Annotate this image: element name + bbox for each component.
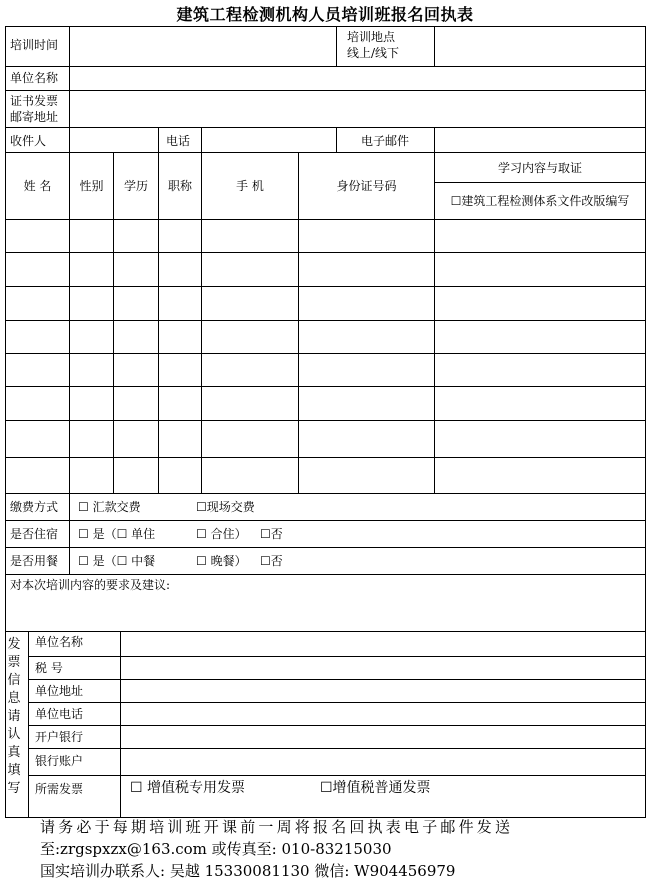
suggestion-label: 对本次培训内容的要求及建议:	[10, 578, 171, 592]
invoice-account-label: 银行账户	[35, 754, 84, 768]
column-name: 姓 名	[23, 179, 52, 193]
training-time-label: 培训时间	[10, 38, 59, 52]
table-row[interactable]	[6, 220, 645, 252]
table-row[interactable]	[6, 458, 645, 493]
meal-label: 是否用餐	[10, 554, 59, 568]
training-mode-label: 线上/线下	[347, 46, 400, 60]
lodging-no-checkbox[interactable]: ☐否	[260, 527, 283, 541]
invoice-type-label: 所需发票	[35, 782, 84, 796]
email-field[interactable]	[437, 129, 644, 151]
payment-onsite-checkbox[interactable]: ☐现场交费	[196, 500, 255, 514]
meal-no-checkbox[interactable]: ☐否	[260, 554, 283, 568]
invoice-unit-phone-label: 单位电话	[35, 707, 84, 721]
recipient-field[interactable]	[72, 129, 157, 151]
invoice-account-field[interactable]	[122, 750, 644, 775]
invoice-unit-name-field[interactable]	[122, 633, 644, 655]
invoice-tax-no-field[interactable]	[122, 658, 644, 679]
invoice-bank-field[interactable]	[122, 727, 644, 748]
invoice-unit-address-field[interactable]	[122, 681, 644, 702]
study-option-checkbox[interactable]: ☐建筑工程检测体系文件改版编写	[450, 194, 630, 208]
invoice-unit-name-label: 单位名称	[35, 635, 84, 649]
table-row[interactable]	[6, 253, 645, 286]
column-study-content: 学习内容与取证	[497, 161, 582, 175]
suggestion-field[interactable]	[6, 594, 645, 631]
meal-lunch-checkbox[interactable]: ☐ 是（☐ 中餐	[78, 554, 156, 568]
training-place-label: 培训地点	[347, 30, 396, 44]
meal-dinner-checkbox[interactable]: ☐ 晚餐）	[196, 554, 247, 568]
column-mobile: 手 机	[236, 179, 264, 193]
email-label: 电子邮件	[361, 134, 410, 148]
phone-field[interactable]	[204, 129, 335, 151]
vat-special-invoice-checkbox[interactable]: ☐ 增值税专用发票	[130, 780, 246, 796]
cert-mail-label-2: 邮寄地址	[10, 110, 59, 124]
column-title: 职称	[167, 179, 192, 193]
invoice-bank-label: 开户银行	[35, 730, 84, 744]
form-title: 建筑工程检测机构人员培训班报名回执表	[176, 5, 474, 24]
unit-name-label: 单位名称	[10, 71, 59, 85]
payment-label: 缴费方式	[10, 500, 59, 514]
lodging-label: 是否住宿	[10, 527, 59, 541]
table-row[interactable]	[6, 387, 645, 420]
invoice-unit-phone-field[interactable]	[122, 704, 644, 725]
footer-contact-person: 国实培训办联系人: 吴越 15330081130 微信: W904456979	[40, 862, 456, 880]
unit-name-field[interactable]	[72, 68, 644, 89]
invoice-side-label: 发票信息请认真填写	[7, 637, 21, 796]
mailing-address-field[interactable]	[72, 92, 644, 126]
table-row[interactable]	[6, 421, 645, 457]
payment-transfer-checkbox[interactable]: ☐ 汇款交费	[78, 500, 141, 514]
table-row[interactable]	[6, 321, 645, 353]
invoice-tax-no-label: 税 号	[35, 661, 63, 675]
invoice-unit-address-label: 单位地址	[35, 684, 84, 698]
table-row[interactable]	[6, 287, 645, 320]
training-place-field[interactable]	[437, 28, 644, 65]
column-id-number: 身份证号码	[336, 179, 397, 193]
footer-instruction: 请务必于每期培训班开课前一周将报名回执表电子邮件发送	[40, 818, 514, 836]
vat-normal-invoice-checkbox[interactable]: ☐增值税普通发票	[320, 780, 431, 796]
table-row[interactable]	[6, 354, 645, 386]
column-gender: 性别	[79, 179, 104, 193]
cert-mail-label: 证书发票	[10, 94, 59, 108]
recipient-label: 收件人	[10, 134, 47, 148]
lodging-single-checkbox[interactable]: ☐ 是（☐ 单住	[78, 527, 156, 541]
lodging-shared-checkbox[interactable]: ☐ 合住）	[196, 527, 247, 541]
phone-label: 电话	[166, 134, 191, 148]
training-time-field[interactable]	[72, 28, 334, 65]
column-education: 学历	[123, 179, 148, 193]
footer-contact-email: 至:zrgspxzx@163.com 或传真至: 010-83215030	[40, 840, 392, 858]
